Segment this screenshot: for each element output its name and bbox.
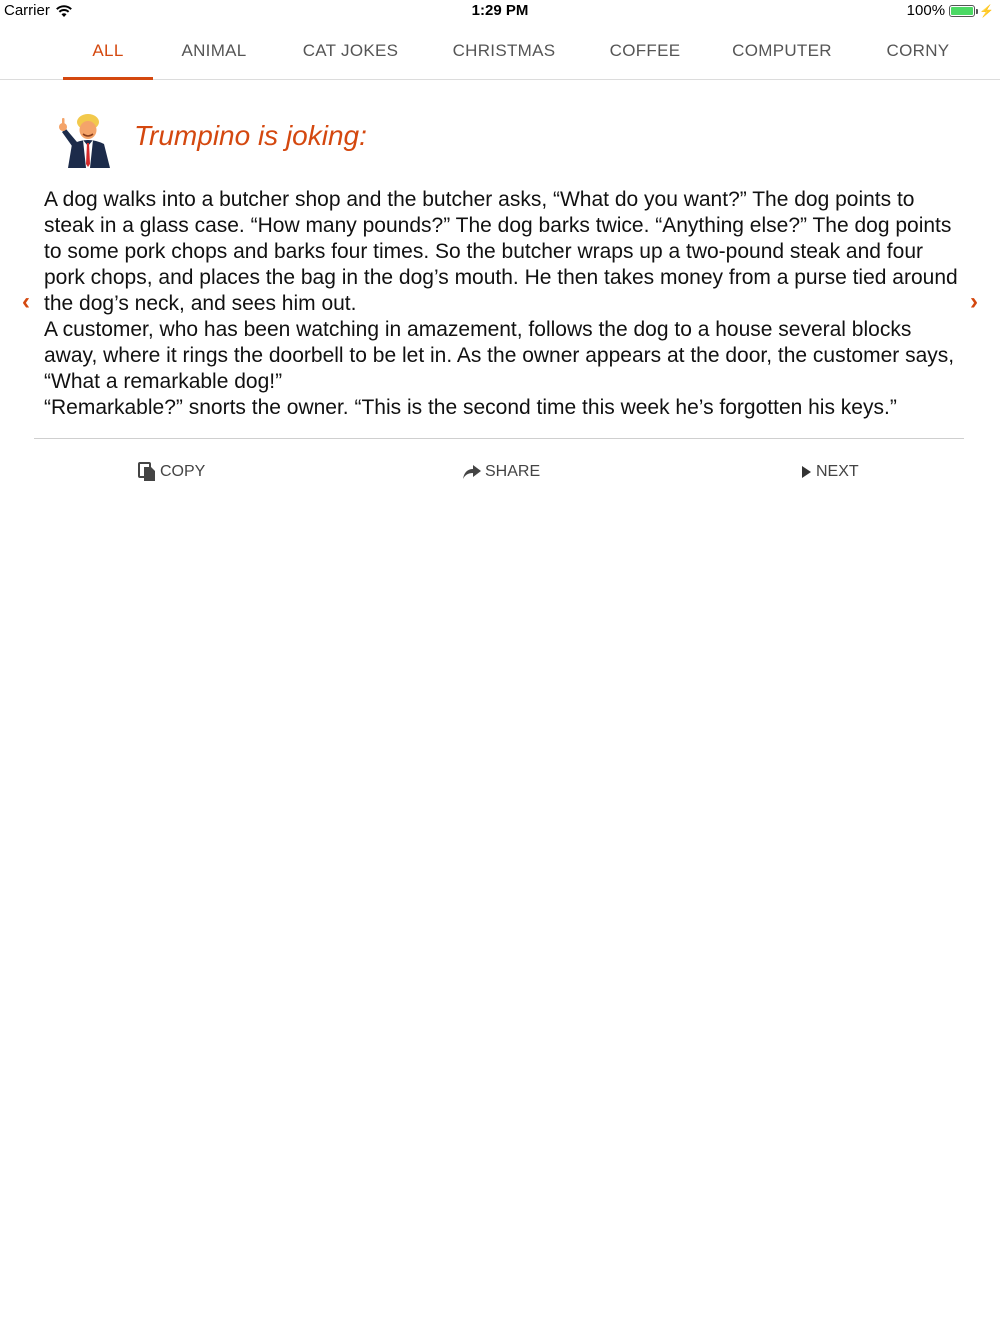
tab-corny[interactable]: CORNY — [886, 41, 950, 60]
battery-icon — [949, 5, 975, 17]
tab-all[interactable]: ALL — [92, 41, 124, 60]
copy-icon — [138, 462, 156, 482]
play-icon — [800, 465, 812, 479]
joke-paragraph: “Remarkable?” snorts the owner. “This is the second time this week he’s forgotten his keys.” — [44, 396, 897, 419]
share-label: SHARE — [485, 463, 541, 480]
share-button[interactable] — [463, 459, 540, 485]
trumpino-avatar — [50, 110, 114, 168]
battery-percent: 100% — [906, 2, 946, 19]
charging-icon: ⚡ — [979, 3, 994, 18]
joke-title: Trumpino is joking: — [134, 120, 367, 151]
share-icon — [463, 465, 481, 479]
status-bar — [0, 0, 1000, 22]
next-label: NEXT — [816, 463, 859, 480]
chevron-left-icon[interactable]: ‹ — [22, 288, 30, 315]
tab-animal[interactable]: ANIMAL — [181, 41, 247, 60]
status-time: 1:29 PM — [471, 2, 529, 19]
chevron-right-icon[interactable]: › — [970, 288, 978, 315]
carrier-label: Carrier — [4, 2, 50, 19]
joke-paragraph: A customer, who has been watching in amazement, follows the dog to a house several blocks away, where it rings the doorbell to be let in. As the owner appears at the door, the customer says, “What a remarkable dog!” — [44, 318, 955, 393]
active-tab-indicator — [63, 77, 153, 80]
joke-paragraph: A dog walks into a butcher shop and the butcher asks, “What do you want?” The dog points to steak in a glass case. “How many pounds?” The dog barks twice. “Anything else?” The dog points to some pork chops and barks four times. So the butcher wraps up a two-pound steak and four pork chops, and places the bag in the dog’s mouth. He then takes money from a purse tied around the dog’s neck, and sees him out. — [44, 188, 958, 315]
joke-text — [44, 187, 959, 421]
tab-cat-jokes[interactable]: CAT JOKES — [302, 41, 399, 60]
copy-button[interactable] — [138, 459, 205, 485]
tab-computer[interactable]: COMPUTER — [732, 41, 832, 60]
divider — [34, 438, 964, 439]
battery-level — [951, 7, 973, 15]
category-tabs — [0, 22, 1000, 80]
next-button[interactable] — [800, 459, 859, 485]
tab-coffee[interactable]: COFFEE — [609, 41, 681, 60]
battery-group — [907, 2, 994, 19]
tab-christmas[interactable]: CHRISTMAS — [452, 41, 556, 60]
copy-label: COPY — [160, 463, 206, 480]
